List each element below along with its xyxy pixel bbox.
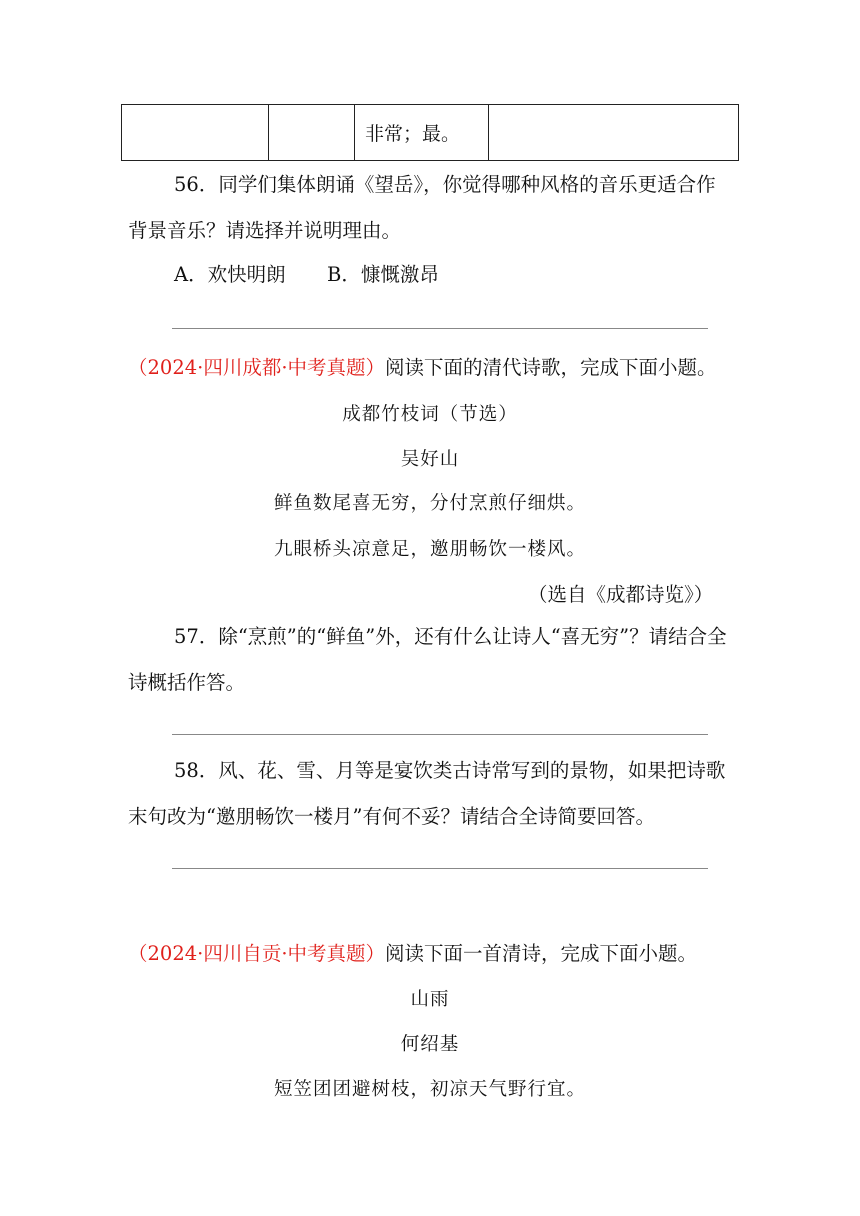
poem-verse: 九眼桥头凉意足，邀朋畅饮一楼风。 [273, 539, 586, 560]
poem-verse: 短笠团团避树枝，初凉天气野行宜。 [273, 1079, 586, 1100]
table-cell [489, 105, 739, 161]
option-a: A．欢快明朗 [174, 263, 286, 286]
question-57-line2: 诗概括作答。 [128, 671, 246, 694]
section-heading [128, 352, 717, 380]
definition-table [121, 104, 739, 161]
answer-line [172, 328, 708, 329]
question-56-line1: 56．同学们集体朗诵《望岳》，你觉得哪种风格的音乐更适合作 [174, 173, 716, 196]
poem-author: 吴好山 [400, 449, 460, 470]
table-cell [122, 105, 269, 161]
table-cell [269, 105, 355, 161]
section-instruction: 阅读下面的清代诗歌，完成下面小题。 [385, 356, 717, 379]
question-57-line1: 57．除“烹煎”的“鲜鱼”外，还有什么让诗人“喜无穷”？请结合全 [174, 625, 727, 648]
poem-citation: （选自《成都诗览》） [528, 583, 714, 606]
poem-author: 何绍基 [400, 1034, 460, 1055]
question-58-line1: 58．风、花、雪、月等是宴饮类古诗常写到的景物，如果把诗歌 [174, 759, 726, 782]
exam-source: （2024·四川自贡·中考真题） [128, 942, 386, 965]
poem-title: 山雨 [410, 989, 450, 1010]
table-row [122, 105, 739, 161]
answer-line [172, 868, 708, 869]
answer-line [172, 734, 708, 735]
poem-title: 成都竹枝词（节选） [342, 404, 518, 425]
question-56-line2: 背景音乐？请选择并说明理由。 [128, 219, 402, 242]
poem-verse: 鲜鱼数尾喜无穷，分付烹煎仔细烘。 [273, 493, 586, 514]
section-heading [128, 938, 697, 966]
section-instruction: 阅读下面一首清诗，完成下面小题。 [385, 942, 698, 965]
option-b: B．慷慨激昂 [327, 263, 439, 286]
table-cell: 非常；最。 [355, 105, 489, 161]
exam-source: （2024·四川成都·中考真题） [128, 356, 386, 379]
question-58-line2: 末句改为“邀朋畅饮一楼月”有何不妥？请结合全诗简要回答。 [128, 805, 655, 828]
